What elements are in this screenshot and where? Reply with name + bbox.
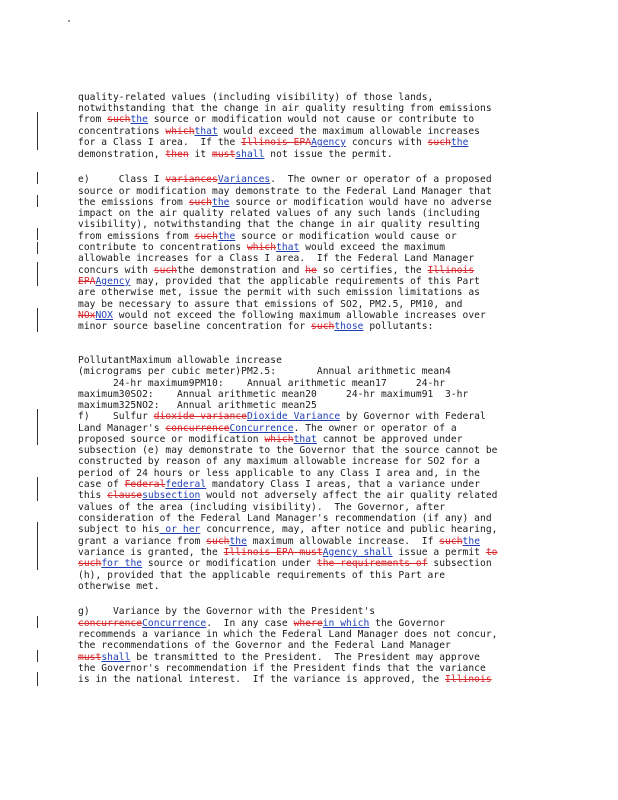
text-line — [78, 652, 480, 663]
deleted-text: dioxide variance — [153, 411, 247, 422]
text-line — [78, 276, 480, 287]
text-line — [78, 208, 480, 219]
scan-speck — [68, 20, 70, 22]
body-text: grant a variance from — [78, 536, 207, 547]
body-text: case of — [78, 479, 125, 490]
inserted-text: the — [450, 137, 469, 148]
inserted-text: Agency — [95, 276, 131, 287]
body-text: maximum30SO2: Annual arithmetic mean20 24-hr maximum91 3-hr — [78, 389, 469, 400]
body-text: concentrations — [78, 126, 166, 137]
inserted-text: federal — [165, 479, 207, 490]
deleted-text: Illinois EPA — [241, 137, 312, 148]
deleted-text: where — [293, 618, 323, 629]
body-text: PollutantMaximum allowable increase — [78, 355, 282, 366]
text-line — [78, 253, 474, 264]
deleted-text: which — [264, 434, 294, 445]
inserted-text: for the — [101, 558, 143, 569]
text-line — [78, 310, 486, 321]
text-line — [78, 502, 445, 513]
body-text: would exceed the maximum allowable increases — [217, 126, 481, 137]
body-text: minor source baseline concentration for — [78, 321, 312, 332]
text-line — [78, 536, 480, 547]
deleted-text: such — [427, 137, 451, 148]
revision-bar — [37, 616, 38, 628]
body-text: period of 24 hours or less applicable to any Class I area and, in the — [78, 468, 480, 479]
deleted-text: variances — [165, 174, 218, 185]
inserted-text: the — [212, 197, 230, 208]
body-text: maximum allowable increase. If — [246, 536, 440, 547]
deleted-text: Illinois — [427, 265, 475, 276]
text-line — [78, 445, 497, 456]
text-line — [78, 174, 492, 185]
revision-bar — [37, 242, 38, 254]
text-line — [78, 265, 474, 276]
inserted-text: the — [462, 536, 481, 547]
text-line — [78, 231, 457, 242]
text-line — [78, 378, 445, 389]
body-text: source or modification would cause or — [235, 231, 457, 242]
body-text: from — [78, 114, 108, 125]
text-line — [78, 479, 480, 490]
text-line — [78, 197, 492, 208]
deleted-text: concurrence — [78, 618, 143, 629]
body-text: . The owner or operator of a — [293, 423, 457, 434]
body-text: allowable increases for a Class I area. If the Federal Land Manager — [78, 253, 475, 264]
body-text: would not adversely affect the air quality related — [200, 490, 498, 501]
text-line — [78, 411, 486, 422]
body-text: source or modification may demonstrate to the Federal Land Manager that — [78, 186, 492, 197]
deleted-text: such — [153, 265, 178, 276]
text-line — [78, 103, 492, 114]
deleted-text: such — [311, 321, 335, 332]
revision-bar — [37, 409, 38, 445]
inserted-text: Agency — [311, 137, 347, 148]
text-line — [78, 606, 375, 617]
body-text: (micrograms per cubic meter)PM2.5: Annual arithmetic mean4 — [78, 366, 451, 377]
body-text: concurrence, may, after notice and public hearing, — [200, 524, 498, 535]
deleted-text: Federal — [124, 479, 166, 490]
body-text: are otherwise met, issue the permit with such emission limitations as — [78, 287, 480, 298]
body-text: not issue the permit. — [264, 149, 393, 160]
inserted-text: shall — [101, 652, 131, 663]
body-text: may, provided that the applicable requirements of this Part — [130, 276, 481, 287]
body-text: so certifies, the — [316, 265, 428, 276]
body-text: issue a permit — [392, 547, 486, 558]
deleted-text: NOx — [78, 310, 96, 321]
text-line — [78, 558, 492, 569]
body-text: by Governor with Federal — [340, 411, 486, 422]
text-line — [78, 186, 492, 197]
deleted-text: must — [212, 149, 236, 160]
body-text: otherwise met. — [78, 581, 160, 592]
revision-bar — [37, 228, 38, 240]
body-text: 24-hr maximum9PM10: Annual arithmetic mean17 24-hr — [78, 378, 446, 389]
body-text: may be necessary to assure that emissions of SO2, PM2.5, PM10, and — [78, 299, 463, 310]
deleted-text: Illinois — [445, 674, 492, 685]
deleted-text: which — [246, 242, 277, 253]
text-line — [78, 663, 486, 674]
text-line — [78, 355, 282, 366]
revision-bar — [37, 195, 38, 207]
text-line — [78, 629, 497, 640]
deleted-text: then — [165, 149, 189, 160]
deleted-text: he — [305, 265, 317, 276]
inserted-text: Concurrence — [229, 423, 294, 434]
body-text: this — [78, 490, 108, 501]
inserted-text: Dioxide Variance — [246, 411, 341, 422]
deleted-text: such — [439, 536, 463, 547]
body-text: maximum325NO2: Annual arithmetic mean25 — [78, 400, 317, 411]
body-text: it — [188, 149, 213, 160]
deleted-text: such — [206, 536, 230, 547]
text-line — [78, 242, 445, 253]
body-text: would exceed the maximum — [299, 242, 446, 253]
deleted-text: such — [78, 558, 102, 569]
body-text: from emissions from — [78, 231, 195, 242]
text-line — [78, 524, 498, 535]
body-text: subject to his — [78, 524, 160, 535]
body-text: consideration of the Federal Land Manager's recommendation (if any) and — [78, 513, 492, 524]
inserted-text: the — [217, 231, 236, 242]
text-line — [78, 299, 463, 310]
body-text: would not exceed the following maximum allowable increases over — [112, 310, 486, 321]
body-text: subsection (e) may demonstrate to the Governor that the source cannot be — [78, 445, 498, 456]
inserted-text: that — [293, 434, 317, 445]
body-text: e) Class I — [78, 174, 166, 185]
text-line — [78, 137, 468, 148]
body-text: . In any case — [206, 618, 294, 629]
body-text: concurs with — [78, 265, 154, 276]
body-text: quality-related values (including visibility) of those lands, — [78, 92, 434, 103]
deleted-text: concurrence — [165, 423, 230, 434]
inserted-text: Variances — [217, 174, 271, 185]
revision-bar — [37, 650, 38, 662]
body-text: cannot be approved under — [316, 434, 463, 445]
revision-bar — [37, 172, 38, 184]
inserted-text: subsection — [142, 490, 201, 501]
body-text: visibility), notwithstanding that the change in air quality resulting — [78, 219, 480, 230]
body-text: variance is granted, the — [78, 547, 224, 558]
inserted-text: that — [194, 126, 218, 137]
body-text: is in the national interest. If the variance is approved, the — [78, 674, 446, 685]
text-line — [78, 468, 480, 479]
body-text: g) Variance by the Governor with the President's — [78, 606, 376, 617]
text-line — [78, 547, 498, 558]
body-text: Land Manager's — [78, 423, 166, 434]
revision-bar — [37, 477, 38, 501]
text-line — [78, 92, 433, 103]
text-line — [78, 287, 480, 298]
body-text: recommends a variance in which the Federal Land Manager does not concur, — [78, 629, 498, 640]
revision-bar — [37, 262, 38, 286]
text-line — [78, 640, 451, 651]
body-text: impact on the air quality related values of any such lands (including — [78, 208, 480, 219]
body-text: (h), provided that the applicable requirements of this Part are — [78, 570, 446, 581]
text-line — [78, 389, 468, 400]
inserted-text: Concurrence — [142, 618, 207, 629]
text-line — [78, 581, 160, 592]
revision-bar — [37, 308, 38, 332]
text-line — [78, 674, 492, 685]
body-text: values of the area (including visibility). The Governor, after — [78, 502, 446, 513]
text-line — [78, 321, 433, 332]
body-text: proposed source or modification — [78, 434, 265, 445]
text-line — [78, 126, 480, 137]
inserted-text: those — [334, 321, 364, 332]
text-line — [78, 366, 451, 377]
text-line — [78, 149, 393, 160]
text-line — [78, 219, 480, 230]
text-line — [78, 114, 474, 125]
inserted-text: Agency shall — [322, 547, 393, 558]
text-line — [78, 513, 492, 524]
deleted-text: clause — [107, 490, 143, 501]
text-line — [78, 400, 317, 411]
deleted-text: must — [78, 652, 102, 663]
revision-bar — [37, 112, 38, 150]
body-text: notwithstanding that the change in air quality resulting from emissions — [78, 103, 492, 114]
inserted-text: the — [130, 114, 148, 125]
deleted-text: the requirements of — [316, 558, 428, 569]
body-text: the emissions from — [78, 197, 189, 208]
deleted-text: such — [188, 197, 213, 208]
inserted-text: or her — [159, 524, 201, 535]
body-text: the recommendations of the Governor and the Federal Land Manager — [78, 640, 451, 651]
body-text: subsection — [427, 558, 492, 569]
revision-bar — [37, 672, 38, 686]
body-text: source or modification would have no adverse — [229, 197, 492, 208]
body-text: mandatory Class I areas, that a variance under — [206, 479, 481, 490]
text-line — [78, 423, 457, 434]
body-text: . The owner or operator of a proposed — [270, 174, 492, 185]
body-text: the demonstration and — [177, 265, 306, 276]
body-text: source or modification under — [142, 558, 317, 569]
body-text: concurs with — [346, 137, 428, 148]
body-text: for a Class I area. If the — [78, 137, 242, 148]
inserted-text: NOX — [95, 310, 113, 321]
deleted-text: EPA — [78, 276, 96, 287]
body-text: pollutants: — [363, 321, 434, 332]
body-text: f) Sulfur — [78, 411, 154, 422]
text-line — [78, 456, 480, 467]
inserted-text: that — [276, 242, 300, 253]
revision-bar — [37, 522, 38, 570]
deleted-text: such — [194, 231, 218, 242]
text-line — [78, 490, 498, 501]
body-text: the Governor — [369, 618, 446, 629]
body-text: be transmitted to the President. The President may approve — [130, 652, 481, 663]
text-line — [78, 570, 445, 581]
deleted-text: Illinois EPA must — [223, 547, 323, 558]
inserted-text: in which — [322, 618, 370, 629]
text-line — [78, 434, 463, 445]
body-text: source or modification would not cause or contribute to — [147, 114, 475, 125]
body-text: the Governor's recommendation if the President finds that the variance — [78, 663, 486, 674]
body-text: constructed by reason of any maximum allowable increase for SO2 for a — [78, 456, 480, 467]
body-text: demonstration, — [78, 149, 166, 160]
deleted-text: which — [165, 126, 195, 137]
inserted-text: shall — [235, 149, 265, 160]
deleted-text: such — [107, 114, 131, 125]
deleted-text: to — [485, 547, 498, 558]
text-line — [78, 618, 445, 629]
inserted-text: the — [229, 536, 247, 547]
body-text: contribute to concentrations — [78, 242, 247, 253]
